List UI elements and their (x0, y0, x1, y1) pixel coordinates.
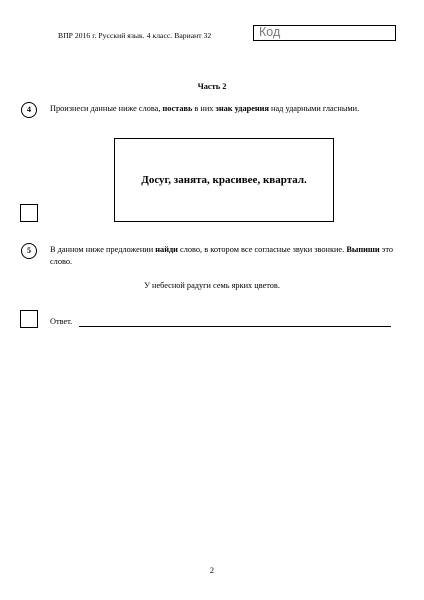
task-4-text-1: Произнеси данные ниже слова, (50, 104, 163, 113)
task-5-number-circle (21, 243, 37, 259)
answer-line[interactable] (79, 326, 391, 327)
code-box[interactable] (253, 25, 396, 41)
task-5-bold-1: найди (155, 245, 178, 254)
task-4-score-box[interactable] (20, 204, 38, 222)
task-4-bold-1: поставь (162, 104, 193, 113)
task-4-text-2: в них (192, 104, 216, 113)
task-5-bold-2: Выпиши (346, 245, 380, 254)
code-label: Код (259, 25, 281, 39)
task-4-number-circle (21, 102, 37, 118)
task-4-number: 4 (27, 105, 31, 114)
task-4-instruction (50, 103, 393, 115)
task-4-text-3: над ударными гласными. (268, 104, 360, 113)
task-5-text-3: это слово. (50, 245, 394, 267)
task-5-instruction (50, 244, 393, 268)
part-title: Часть 2 (197, 82, 227, 91)
answer-label: Ответ. (50, 317, 73, 326)
task-4-bold-2: знак ударения (215, 104, 269, 113)
page-header-text: ВПР 2016 г. Русский язык. 4 класс. Вариант 32 (58, 31, 212, 40)
task-4-word-box[interactable] (114, 138, 334, 222)
task-5-sentence: У небесной радуги семь ярких цветов. (144, 281, 280, 290)
task-5-text-2: слово, в котором все согласные звуки звонкие. (177, 245, 347, 254)
task-5-number: 5 (27, 246, 31, 255)
task-5-text-1: В данном ниже предложении (50, 245, 156, 254)
page-number: 2 (209, 566, 215, 575)
task-5-score-box[interactable] (20, 310, 38, 328)
task-4-words: Досуг, занята, красивее, квартал. (141, 174, 307, 186)
